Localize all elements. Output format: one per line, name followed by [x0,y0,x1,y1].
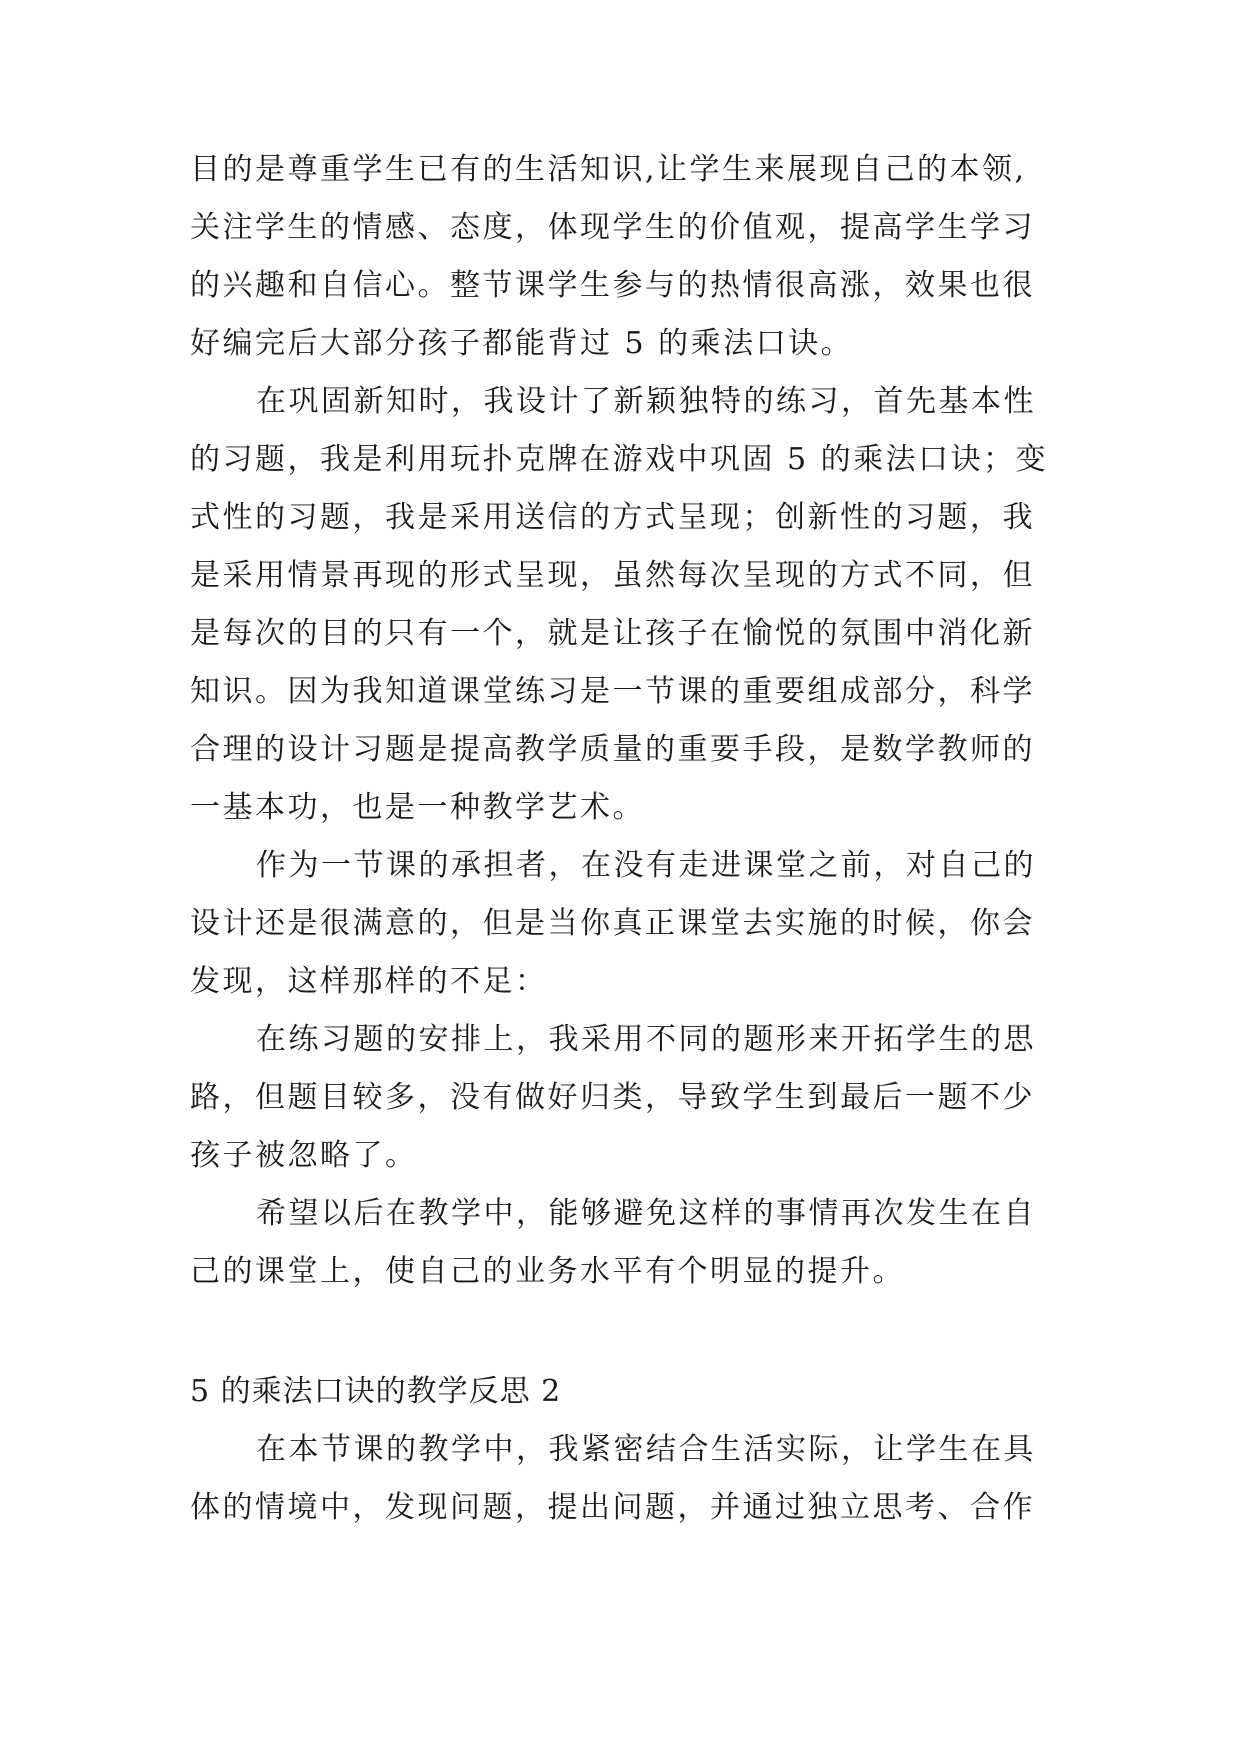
paragraph-first-line: 在本节课的教学中，我紧密结合生活实际，让学生在具 [256,1432,1036,1467]
paragraph-line: 设计还是很满意的，但是当你真正课堂去实施的时候，你会 [190,906,1035,941]
paragraph-line: 的兴趣和自信心。整节课学生参与的热情很高涨，效果也很 [190,268,1035,303]
section-title: 5 的乘法口诀的教学反思 2 [190,1374,562,1409]
paragraph-line: 己的课堂上，使自己的业务水平有个明显的提升。 [190,1254,905,1289]
paragraph-line: 式性的习题，我是采用送信的方式呈现；创新性的习题，我 [190,500,1035,535]
paragraph-first-line: 希望以后在教学中，能够避免这样的事情再次发生在自 [256,1196,1036,1231]
paragraph-line: 体的情境中，发现问题，提出问题，并通过独立思考、合作 [190,1490,1035,1525]
paragraph-line: 好编完后大部分孩子都能背过 5 的乘法口诀。 [190,326,854,361]
paragraph-line: 发现，这样那样的不足： [190,964,548,999]
paragraph-line: 目的是尊重学生已有的生活知识,让学生来展现自己的本领, [190,152,1027,187]
paragraph-line: 关注学生的情感、态度，体现学生的价值观，提高学生学习 [190,210,1035,245]
paragraph-line: 是每次的目的只有一个，就是让孩子在愉悦的氛围中消化新 [190,616,1035,651]
paragraph-line: 知识。因为我知道课堂练习是一节课的重要组成部分，科学 [190,674,1035,709]
paragraph-line: 一基本功，也是一种教学艺术。 [190,790,645,825]
paragraph-first-line: 在练习题的安排上，我采用不同的题形来开拓学生的思 [256,1022,1036,1057]
paragraph-first-line: 在巩固新知时，我设计了新颖独特的练习，首先基本性 [256,384,1036,419]
paragraph-first-line: 作为一节课的承担者，在没有走进课堂之前，对自己的 [256,848,1036,883]
paragraph-line: 孩子被忽略了。 [190,1138,418,1173]
paragraph-line: 是采用情景再现的形式呈现，虽然每次呈现的方式不同，但 [190,558,1035,593]
paragraph-line: 的习题，我是利用玩扑克牌在游戏中巩固 5 的乘法口诀；变 [190,442,1049,477]
paragraph-line: 合理的设计习题是提高教学质量的重要手段，是数学教师的 [190,732,1035,767]
paragraph-line: 路，但题目较多，没有做好归类，导致学生到最后一题不少 [190,1080,1035,1115]
